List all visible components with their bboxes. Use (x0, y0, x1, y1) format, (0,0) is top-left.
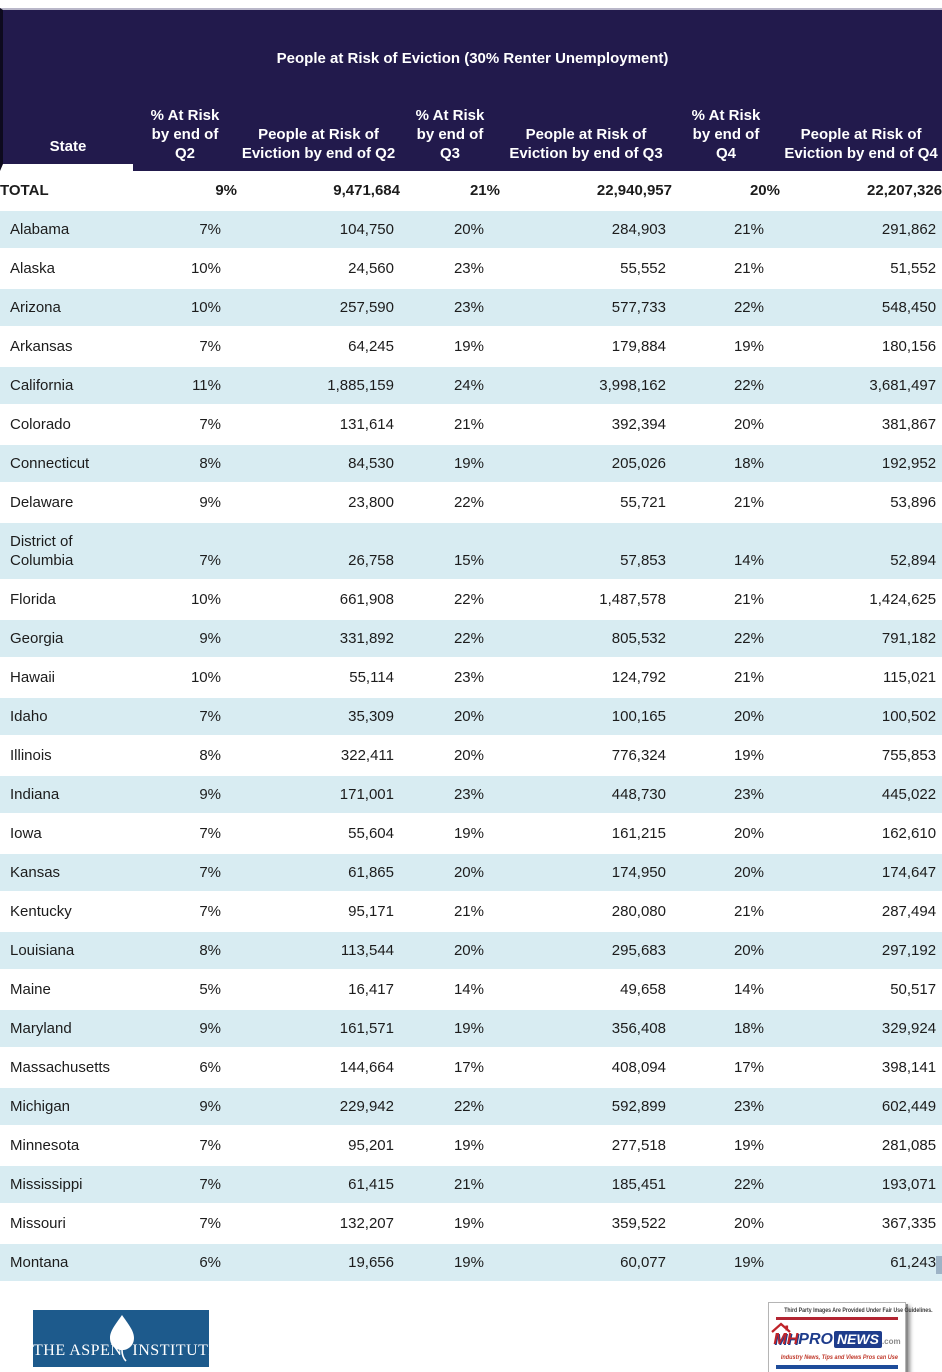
table-header (0, 8, 942, 171)
value-cell: 281,085 (780, 1127, 942, 1166)
value-cell: 14% (400, 971, 500, 1010)
value-cell: 23% (400, 250, 500, 289)
value-cell: 776,324 (500, 737, 672, 776)
value-cell: 284,903 (500, 211, 672, 250)
state-name: Illinois (0, 737, 133, 776)
value-cell: 329,924 (780, 1010, 942, 1049)
value-cell: 124,792 (500, 659, 672, 698)
value-cell: 95,201 (237, 1127, 400, 1166)
state-row-delaware (0, 484, 942, 523)
value-cell: 49,658 (500, 971, 672, 1010)
value-cell: 23,800 (237, 484, 400, 523)
value-cell: 113,544 (237, 932, 400, 971)
value-cell: 322,411 (237, 737, 400, 776)
value-cell: 19% (400, 445, 500, 484)
value-cell: 22% (672, 1166, 780, 1205)
value-cell: 22,940,957 (500, 171, 672, 211)
state-row-california (0, 367, 942, 406)
state-row-arizona (0, 289, 942, 328)
value-cell: 7% (133, 1166, 237, 1205)
value-cell: 60,077 (500, 1244, 672, 1283)
header-people-q2-label: People at Risk of Eviction by end of Q2 (241, 126, 396, 162)
state-row-maine (0, 971, 942, 1010)
value-cell: 132,207 (237, 1205, 400, 1244)
value-cell: 791,182 (780, 620, 942, 659)
value-cell: 55,552 (500, 250, 672, 289)
value-cell: 22% (400, 484, 500, 523)
state-name: California (0, 367, 133, 406)
state-row-connecticut (0, 445, 942, 484)
aspen-institute-logo (33, 1310, 219, 1367)
state-row-michigan (0, 1088, 942, 1127)
value-cell: 5% (133, 971, 237, 1010)
value-cell: 53,896 (780, 484, 942, 523)
state-row-minnesota (0, 1127, 942, 1166)
blue-divider (776, 1365, 898, 1369)
value-cell: 19% (400, 1205, 500, 1244)
state-row-kansas (0, 854, 942, 893)
value-cell: 7% (133, 328, 237, 367)
value-cell: 280,080 (500, 893, 672, 932)
state-name: Iowa (0, 815, 133, 854)
value-cell: 1,487,578 (500, 581, 672, 620)
value-cell: 381,867 (780, 406, 942, 445)
state-name: Arkansas (0, 328, 133, 367)
value-cell: 19% (400, 328, 500, 367)
state-name: Mississippi (0, 1166, 133, 1205)
value-cell: 7% (133, 854, 237, 893)
state-row-florida (0, 581, 942, 620)
state-row-alaska (0, 250, 942, 289)
value-cell: 18% (672, 445, 780, 484)
value-cell: 61,865 (237, 854, 400, 893)
value-cell: 408,094 (500, 1049, 672, 1088)
state-row-mississippi (0, 1166, 942, 1205)
value-cell: 192,952 (780, 445, 942, 484)
value-cell: 22% (672, 367, 780, 406)
state-name: Alabama (0, 211, 133, 250)
value-cell: 23% (400, 776, 500, 815)
state-name: Georgia (0, 620, 133, 659)
value-cell: 7% (133, 1205, 237, 1244)
value-cell: 50,517 (780, 971, 942, 1010)
state-row-maryland (0, 1010, 942, 1049)
value-cell: 19% (400, 1244, 500, 1283)
value-cell: 661,908 (237, 581, 400, 620)
state-row-louisiana (0, 932, 942, 971)
table-body (0, 171, 942, 1283)
value-cell: 19% (672, 737, 780, 776)
value-cell: 21% (672, 484, 780, 523)
value-cell: 21% (400, 1166, 500, 1205)
value-cell: 185,451 (500, 1166, 672, 1205)
state-row-massachusetts (0, 1049, 942, 1088)
header-pct-q3 (400, 72, 500, 171)
value-cell: 61,415 (237, 1166, 400, 1205)
header-people-q3 (500, 72, 672, 171)
value-cell: 1,885,159 (237, 367, 400, 406)
state-row-illinois (0, 737, 942, 776)
value-cell: 9% (133, 620, 237, 659)
value-cell: 19% (400, 1010, 500, 1049)
header-pct-q2-label: % At Risk by end of Q2 (150, 107, 220, 162)
state-row-arkansas (0, 328, 942, 367)
value-cell: 3,998,162 (500, 367, 672, 406)
page (0, 8, 942, 1372)
fair-use-disclaimer: Third Party Images Are Provided Under Fair Use Guidelines. (784, 1307, 933, 1314)
value-cell: 10% (133, 659, 237, 698)
state-name: Louisiana (0, 932, 133, 971)
state-row-colorado (0, 406, 942, 445)
value-cell: 19,656 (237, 1244, 400, 1283)
value-cell: 11% (133, 367, 237, 406)
state-name: Colorado (0, 406, 133, 445)
value-cell: 20% (672, 171, 780, 211)
state-row-montana (0, 1244, 942, 1283)
value-cell: 21% (672, 893, 780, 932)
mhpronews-logo (768, 1302, 933, 1372)
value-cell: 392,394 (500, 406, 672, 445)
value-cell: 21% (400, 406, 500, 445)
state-row-hawaii (0, 659, 942, 698)
value-cell: 22% (672, 620, 780, 659)
value-cell: 20% (400, 932, 500, 971)
state-name: Arizona (0, 289, 133, 328)
value-cell: 174,950 (500, 854, 672, 893)
value-cell: 287,494 (780, 893, 942, 932)
value-cell: 161,215 (500, 815, 672, 854)
value-cell: 7% (133, 698, 237, 737)
value-cell: 20% (672, 1205, 780, 1244)
value-cell: 26,758 (237, 523, 400, 581)
value-cell: 755,853 (780, 737, 942, 776)
state-row-indiana (0, 776, 942, 815)
value-cell: 602,449 (780, 1088, 942, 1127)
state-name: Delaware (0, 484, 133, 523)
value-cell: 229,942 (237, 1088, 400, 1127)
value-cell: 21% (400, 893, 500, 932)
value-cell: 7% (133, 211, 237, 250)
value-cell: 100,502 (780, 698, 942, 737)
value-cell: 3,681,497 (780, 367, 942, 406)
value-cell: 21% (672, 250, 780, 289)
value-cell: 22% (400, 1088, 500, 1127)
value-cell: 9% (133, 484, 237, 523)
value-cell: 577,733 (500, 289, 672, 328)
brand-mh: MH (773, 1331, 799, 1348)
value-cell: 14% (672, 523, 780, 581)
value-cell: 8% (133, 737, 237, 776)
value-cell: 55,114 (237, 659, 400, 698)
state-name: TOTAL (0, 171, 133, 211)
column-header-row (0, 72, 942, 171)
value-cell: 55,604 (237, 815, 400, 854)
value-cell: 548,450 (780, 289, 942, 328)
state-name: Montana (0, 1244, 133, 1283)
value-cell: 23% (400, 289, 500, 328)
red-divider (776, 1317, 898, 1320)
mhpronews-tagline: Industry News, Tips and Views Pros can Use (780, 1354, 898, 1361)
value-cell: 17% (672, 1049, 780, 1088)
brand-com: .com (881, 1337, 901, 1346)
value-cell: 20% (672, 815, 780, 854)
value-cell: 20% (400, 737, 500, 776)
table-title: People at Risk of Eviction (30% Renter Unemployment) (0, 8, 942, 72)
value-cell: 6% (133, 1244, 237, 1283)
value-cell: 291,862 (780, 211, 942, 250)
value-cell: 55,721 (500, 484, 672, 523)
brand-news: NEWS (834, 1331, 882, 1348)
value-cell: 179,884 (500, 328, 672, 367)
value-cell: 104,750 (237, 211, 400, 250)
value-cell: 20% (400, 211, 500, 250)
header-state-label: State (49, 138, 87, 155)
state-name: Massachusetts (0, 1049, 133, 1088)
header-state (0, 72, 133, 171)
value-cell: 19% (672, 1244, 780, 1283)
value-cell: 115,021 (780, 659, 942, 698)
value-cell: 331,892 (237, 620, 400, 659)
value-cell: 35,309 (237, 698, 400, 737)
state-row-iowa (0, 815, 942, 854)
value-cell: 57,853 (500, 523, 672, 581)
value-cell: 19% (672, 328, 780, 367)
state-row-alabama (0, 211, 942, 250)
value-cell: 22% (400, 581, 500, 620)
value-cell: 295,683 (500, 932, 672, 971)
value-cell: 131,614 (237, 406, 400, 445)
value-cell: 359,522 (500, 1205, 672, 1244)
value-cell: 95,171 (237, 893, 400, 932)
aspen-text-right: INSTITUTE (132, 1342, 219, 1359)
header-people-q2 (237, 72, 400, 171)
value-cell: 16,417 (237, 971, 400, 1010)
eviction-risk-table (0, 8, 942, 1283)
value-cell: 10% (133, 581, 237, 620)
value-cell: 592,899 (500, 1088, 672, 1127)
header-people-q4 (780, 72, 942, 171)
value-cell: 1,424,625 (780, 581, 942, 620)
value-cell: 171,001 (237, 776, 400, 815)
value-cell: 6% (133, 1049, 237, 1088)
state-row-missouri (0, 1205, 942, 1244)
value-cell: 367,335 (780, 1205, 942, 1244)
total-row (0, 171, 942, 211)
state-name: Alaska (0, 250, 133, 289)
value-cell: 162,610 (780, 815, 942, 854)
brand-pro: PRO (798, 1331, 833, 1348)
value-cell: 8% (133, 932, 237, 971)
header-people-q4-label: People at Risk of Eviction by end of Q4 (784, 126, 938, 162)
value-cell: 7% (133, 1127, 237, 1166)
value-cell: 52,894 (780, 523, 942, 581)
state-name: Connecticut (0, 445, 133, 484)
value-cell: 445,022 (780, 776, 942, 815)
value-cell: 9% (133, 1088, 237, 1127)
value-cell: 23% (672, 1088, 780, 1127)
value-cell: 20% (400, 698, 500, 737)
value-cell: 21% (400, 171, 500, 211)
state-name: Florida (0, 581, 133, 620)
value-cell: 22% (672, 289, 780, 328)
header-pct-q2 (133, 72, 237, 171)
value-cell: 18% (672, 1010, 780, 1049)
value-cell: 22,207,326 (780, 171, 942, 211)
value-cell: 356,408 (500, 1010, 672, 1049)
value-cell: 21% (672, 581, 780, 620)
selection-artifact (936, 1256, 942, 1274)
value-cell: 10% (133, 250, 237, 289)
value-cell: 84,530 (237, 445, 400, 484)
value-cell: 144,664 (237, 1049, 400, 1088)
value-cell: 8% (133, 445, 237, 484)
value-cell: 19% (400, 1127, 500, 1166)
state-name: Kansas (0, 854, 133, 893)
header-people-q3-label: People at Risk of Eviction by end of Q3 (509, 126, 663, 162)
mhpronews-wordmark (773, 1330, 900, 1351)
value-cell: 448,730 (500, 776, 672, 815)
value-cell: 7% (133, 523, 237, 581)
value-cell: 257,590 (237, 289, 400, 328)
header-pct-q4 (672, 72, 780, 171)
state-row-kentucky (0, 893, 942, 932)
value-cell: 19% (672, 1127, 780, 1166)
value-cell: 20% (400, 854, 500, 893)
value-cell: 7% (133, 406, 237, 445)
state-name: Michigan (0, 1088, 133, 1127)
state-name: Maryland (0, 1010, 133, 1049)
value-cell: 20% (672, 932, 780, 971)
header-pct-q3-label: % At Risk by end of Q3 (415, 107, 485, 162)
value-cell: 23% (400, 659, 500, 698)
value-cell: 9,471,684 (237, 171, 400, 211)
value-cell: 7% (133, 893, 237, 932)
state-row-district-of-columbia (0, 523, 942, 581)
value-cell: 100,165 (500, 698, 672, 737)
value-cell: 15% (400, 523, 500, 581)
value-cell: 174,647 (780, 854, 942, 893)
state-name: District of Columbia (0, 523, 133, 581)
value-cell: 61,243 (780, 1244, 942, 1283)
value-cell: 297,192 (780, 932, 942, 971)
state-name: Idaho (0, 698, 133, 737)
state-row-idaho (0, 698, 942, 737)
title-row (0, 8, 942, 72)
value-cell: 398,141 (780, 1049, 942, 1088)
value-cell: 20% (672, 854, 780, 893)
value-cell: 9% (133, 776, 237, 815)
value-cell: 14% (672, 971, 780, 1010)
state-name: Indiana (0, 776, 133, 815)
value-cell: 805,532 (500, 620, 672, 659)
value-cell: 21% (672, 211, 780, 250)
state-name: Hawaii (0, 659, 133, 698)
state-name: Kentucky (0, 893, 133, 932)
value-cell: 193,071 (780, 1166, 942, 1205)
value-cell: 51,552 (780, 250, 942, 289)
value-cell: 277,518 (500, 1127, 672, 1166)
state-name: Missouri (0, 1205, 133, 1244)
value-cell: 180,156 (780, 328, 942, 367)
value-cell: 205,026 (500, 445, 672, 484)
value-cell: 22% (400, 620, 500, 659)
value-cell: 24% (400, 367, 500, 406)
state-name: Minnesota (0, 1127, 133, 1166)
aspen-logo-text (33, 1342, 219, 1360)
value-cell: 7% (133, 815, 237, 854)
house-icon (771, 1322, 791, 1333)
state-row-georgia (0, 620, 942, 659)
value-cell: 20% (672, 698, 780, 737)
value-cell: 21% (672, 659, 780, 698)
value-cell: 23% (672, 776, 780, 815)
value-cell: 20% (672, 406, 780, 445)
value-cell: 19% (400, 815, 500, 854)
header-pct-q4-label: % At Risk by end of Q4 (691, 107, 761, 162)
value-cell: 17% (400, 1049, 500, 1088)
value-cell: 24,560 (237, 250, 400, 289)
aspen-text-left: THE ASPEN (33, 1342, 123, 1359)
value-cell: 10% (133, 289, 237, 328)
value-cell: 161,571 (237, 1010, 400, 1049)
state-name: Maine (0, 971, 133, 1010)
value-cell: 64,245 (237, 328, 400, 367)
value-cell: 9% (133, 1010, 237, 1049)
value-cell: 9% (133, 171, 237, 211)
